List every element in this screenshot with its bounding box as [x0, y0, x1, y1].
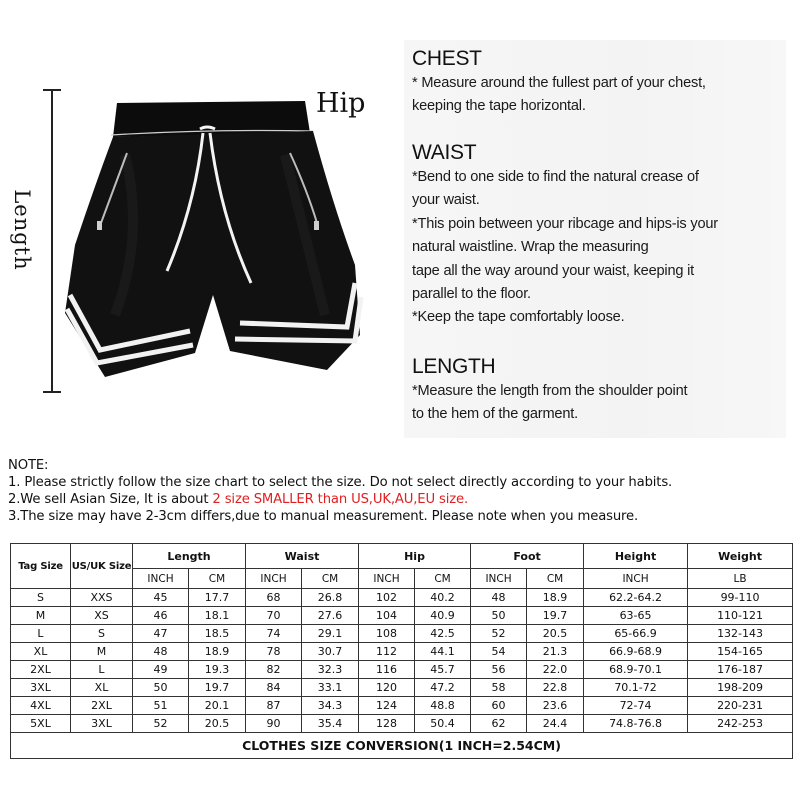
cell-hip-inch: 102	[359, 589, 415, 607]
cell-foot-inch: 62	[471, 715, 527, 733]
cell-foot-cm: 21.3	[527, 643, 584, 661]
cell-foot-inch: 48	[471, 589, 527, 607]
cell-hip-cm: 45.7	[415, 661, 471, 679]
length-title: LENGTH	[412, 355, 496, 378]
length-text-line: to the hem of the garment.	[412, 406, 578, 423]
cell-height: 74.8-76.8	[584, 715, 688, 733]
note-1: 1. Please strictly follow the size chart to select the size. Do not select directly according to your habits.	[8, 475, 673, 490]
cell-waist-cm: 35.4	[302, 715, 359, 733]
hip-label: Hip	[316, 88, 366, 119]
cell-us-size: M	[71, 643, 133, 661]
cell-waist-cm: 33.1	[302, 679, 359, 697]
cell-foot-inch: 58	[471, 679, 527, 697]
cell-tag-size: XL	[11, 643, 71, 661]
measuring-guide	[404, 40, 786, 438]
cell-waist-inch: 78	[246, 643, 302, 661]
cell-length-inch: 51	[133, 697, 189, 715]
notes-heading: NOTE:	[8, 458, 49, 473]
cell-foot-inch: 54	[471, 643, 527, 661]
unit-weight: LB	[688, 569, 793, 589]
cell-foot-cm: 22.8	[527, 679, 584, 697]
cell-height: 68.9-70.1	[584, 661, 688, 679]
cell-foot-cm: 23.6	[527, 697, 584, 715]
cell-waist-cm: 29.1	[302, 625, 359, 643]
length-label: Length	[10, 189, 34, 271]
cell-height: 63-65	[584, 607, 688, 625]
cell-height: 70.1-72	[584, 679, 688, 697]
cell-tag-size: 3XL	[11, 679, 71, 697]
table-row	[11, 625, 793, 643]
cell-tag-size: L	[11, 625, 71, 643]
table-row	[11, 607, 793, 625]
table-footer-row	[11, 733, 793, 759]
cell-us-size: 3XL	[71, 715, 133, 733]
unit-length-inch: INCH	[133, 569, 189, 589]
table-row	[11, 697, 793, 715]
length-text-line: *Measure the length from the shoulder point	[412, 383, 688, 399]
header-foot: Foot	[471, 544, 584, 569]
cell-hip-inch: 116	[359, 661, 415, 679]
cell-weight: 220-231	[688, 697, 793, 715]
header-height: Height	[584, 544, 688, 569]
cell-waist-cm: 34.3	[302, 697, 359, 715]
cell-hip-inch: 104	[359, 607, 415, 625]
cell-foot-inch: 52	[471, 625, 527, 643]
cell-length-inch: 45	[133, 589, 189, 607]
cell-foot-cm: 18.9	[527, 589, 584, 607]
unit-waist-inch: INCH	[246, 569, 302, 589]
cell-length-cm: 17.7	[189, 589, 246, 607]
cell-length-inch: 49	[133, 661, 189, 679]
cell-waist-cm: 30.7	[302, 643, 359, 661]
cell-tag-size: S	[11, 589, 71, 607]
cell-height: 72-74	[584, 697, 688, 715]
cell-length-cm: 19.3	[189, 661, 246, 679]
table-row	[11, 589, 793, 607]
cell-waist-cm: 27.6	[302, 607, 359, 625]
cell-hip-inch: 120	[359, 679, 415, 697]
waist-text-line: *Bend to one side to find the natural crease of	[412, 169, 699, 185]
chest-text-line: * Measure around the fullest part of your chest,	[412, 75, 706, 91]
cell-tag-size: M	[11, 607, 71, 625]
cell-us-size: 2XL	[71, 697, 133, 715]
cell-tag-size: 4XL	[11, 697, 71, 715]
cell-foot-inch: 50	[471, 607, 527, 625]
header-length: Length	[133, 544, 246, 569]
unit-length-cm: CM	[189, 569, 246, 589]
cell-foot-cm: 19.7	[527, 607, 584, 625]
header-waist: Waist	[246, 544, 359, 569]
cell-length-inch: 47	[133, 625, 189, 643]
cell-hip-inch: 112	[359, 643, 415, 661]
cell-hip-cm: 42.5	[415, 625, 471, 643]
unit-height: INCH	[584, 569, 688, 589]
table-row	[11, 679, 793, 697]
unit-hip-cm: CM	[415, 569, 471, 589]
cell-us-size: XS	[71, 607, 133, 625]
header-us-uk-size: US/UK Size	[71, 544, 133, 589]
waist-text-line: *Keep the tape comfortably loose.	[412, 309, 625, 326]
note-2-text: 2.We sell Asian Size, It is about	[8, 492, 213, 507]
cell-length-cm: 20.1	[189, 697, 246, 715]
cell-height: 65-66.9	[584, 625, 688, 643]
cell-waist-inch: 90	[246, 715, 302, 733]
cell-hip-inch: 124	[359, 697, 415, 715]
cell-foot-inch: 60	[471, 697, 527, 715]
cell-hip-inch: 128	[359, 715, 415, 733]
cell-length-inch: 50	[133, 679, 189, 697]
cell-us-size: L	[71, 661, 133, 679]
table-row	[11, 643, 793, 661]
cell-length-inch: 52	[133, 715, 189, 733]
cell-weight: 242-253	[688, 715, 793, 733]
cell-weight: 176-187	[688, 661, 793, 679]
table-header-row	[11, 544, 793, 569]
size-conversion-note: CLOTHES SIZE CONVERSION(1 INCH=2.54CM)	[11, 733, 793, 759]
cell-waist-inch: 70	[246, 607, 302, 625]
cell-us-size: XXS	[71, 589, 133, 607]
cell-hip-cm: 44.1	[415, 643, 471, 661]
note-2	[8, 491, 798, 508]
cell-hip-cm: 48.8	[415, 697, 471, 715]
cell-waist-inch: 87	[246, 697, 302, 715]
cell-tag-size: 2XL	[11, 661, 71, 679]
cell-weight: 99-110	[688, 589, 793, 607]
chest-guide	[412, 46, 782, 119]
unit-waist-cm: CM	[302, 569, 359, 589]
cell-foot-cm: 22.0	[527, 661, 584, 679]
waist-title: WAIST	[412, 141, 477, 164]
length-measure-line	[51, 90, 53, 392]
cell-waist-inch: 84	[246, 679, 302, 697]
cell-waist-cm: 32.3	[302, 661, 359, 679]
cell-height: 66.9-68.9	[584, 643, 688, 661]
table-row	[11, 661, 793, 679]
table-row	[11, 715, 793, 733]
length-guide	[412, 354, 782, 427]
note-2-highlight: 2 size SMALLER than US,UK,AU,EU size.	[212, 492, 469, 507]
waist-text-line: tape all the way around your waist, keeping it	[412, 262, 695, 279]
cell-weight: 132-143	[688, 625, 793, 643]
cell-waist-cm: 26.8	[302, 589, 359, 607]
cell-tag-size: 5XL	[11, 715, 71, 733]
chest-text-line: keeping the tape horizontal.	[412, 98, 586, 115]
cell-waist-inch: 74	[246, 625, 302, 643]
cell-length-cm: 18.1	[189, 607, 246, 625]
shorts-image	[55, 95, 375, 385]
cell-foot-cm: 20.5	[527, 625, 584, 643]
cell-foot-cm: 24.4	[527, 715, 584, 733]
unit-foot-cm: CM	[527, 569, 584, 589]
waist-text-line: natural waistline. Wrap the measuring	[412, 239, 649, 256]
chest-title: CHEST	[412, 47, 482, 70]
cell-hip-cm: 47.2	[415, 679, 471, 697]
length-measure-cap-bottom	[43, 391, 61, 393]
header-tag-size: Tag Size	[11, 544, 71, 589]
waist-text-line: your waist.	[412, 192, 480, 209]
cell-us-size: S	[71, 625, 133, 643]
cell-length-cm: 18.5	[189, 625, 246, 643]
cell-length-cm: 20.5	[189, 715, 246, 733]
waist-text-line: parallel to the floor.	[412, 286, 531, 303]
cell-hip-cm: 40.9	[415, 607, 471, 625]
cell-hip-cm: 40.2	[415, 589, 471, 607]
waist-text-line: *This poin between your ribcage and hips-is your	[412, 215, 718, 232]
note-3: 3.The size may have 2-3cm differs,due to manual measurement. Please note when you measure.	[8, 509, 639, 524]
cell-weight: 154-165	[688, 643, 793, 661]
cell-length-inch: 48	[133, 643, 189, 661]
product-illustration	[0, 0, 400, 440]
cell-height: 62.2-64.2	[584, 589, 688, 607]
size-chart-table	[10, 543, 793, 759]
cell-length-cm: 18.9	[189, 643, 246, 661]
cell-length-cm: 19.7	[189, 679, 246, 697]
unit-foot-inch: INCH	[471, 569, 527, 589]
header-hip: Hip	[359, 544, 471, 569]
cell-hip-cm: 50.4	[415, 715, 471, 733]
cell-foot-inch: 56	[471, 661, 527, 679]
cell-hip-inch: 108	[359, 625, 415, 643]
cell-weight: 110-121	[688, 607, 793, 625]
cell-waist-inch: 82	[246, 661, 302, 679]
cell-us-size: XL	[71, 679, 133, 697]
size-notes	[8, 457, 798, 525]
cell-waist-inch: 68	[246, 589, 302, 607]
cell-length-inch: 46	[133, 607, 189, 625]
waist-guide	[412, 140, 782, 330]
header-weight: Weight	[688, 544, 793, 569]
cell-weight: 198-209	[688, 679, 793, 697]
unit-hip-inch: INCH	[359, 569, 415, 589]
